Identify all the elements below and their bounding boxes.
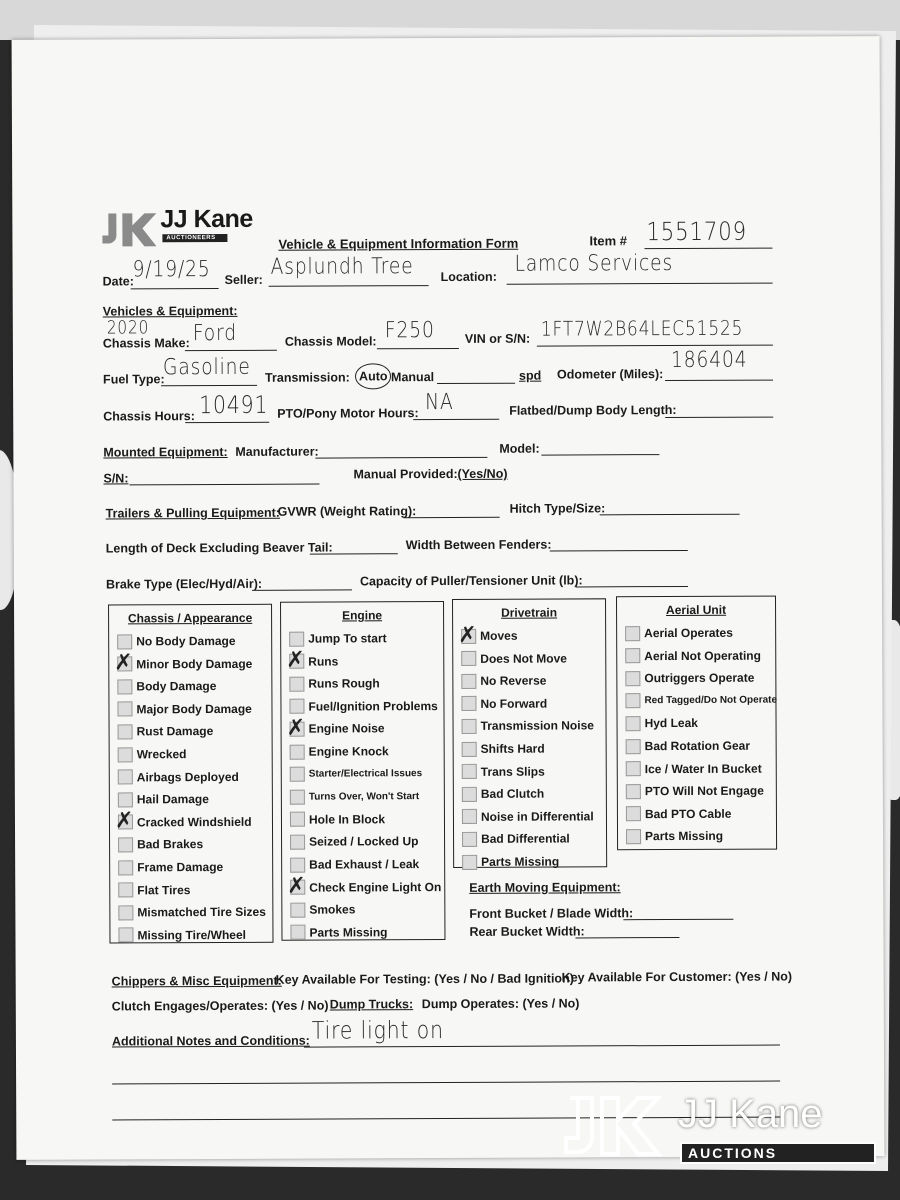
checkbox-label: Bad Clutch	[480, 786, 545, 802]
aerial-checkbox-row[interactable]	[626, 781, 764, 802]
location-underline	[507, 283, 773, 285]
checkbox[interactable]	[118, 815, 133, 830]
hitch-label: Hitch Type/Size:	[509, 501, 606, 516]
chassis-checkbox-row[interactable]	[117, 676, 216, 696]
aerial-checkbox-row[interactable]	[625, 668, 754, 689]
checkbox[interactable]	[118, 837, 133, 852]
chassis-checkbox-row[interactable]	[118, 834, 203, 854]
checkbox-label: Engine Knock	[308, 744, 389, 759]
logo-brand-text: JJ Kane	[160, 204, 253, 234]
model-underline	[377, 348, 459, 349]
chassis-checkbox-row[interactable]	[118, 925, 246, 946]
manual-provided-label: Manual Provided:	[353, 466, 458, 482]
chassis-checkbox-row[interactable]	[118, 744, 187, 764]
engine-checkbox-row[interactable]	[290, 854, 419, 875]
checkbox-label: Engine Noise	[308, 721, 385, 737]
gvwr-label: GVWR (Weight Rating):	[277, 504, 417, 519]
item-underline	[644, 248, 772, 250]
checkbox[interactable]	[290, 789, 305, 804]
drivetrain-checkbox-row[interactable]	[461, 626, 517, 646]
checkbox-label: Ice / Water In Bucket	[644, 761, 762, 776]
watermark-jk-icon	[560, 1092, 664, 1168]
key-testing-text: Key Available For Testing: (Yes / No / Bad Ignition)	[275, 971, 574, 987]
checkbox[interactable]	[289, 676, 304, 691]
deck-length-label: Length of Deck Excluding Beaver Tail:	[105, 540, 333, 556]
checkbox-label: Hail Damage	[136, 792, 209, 807]
checkbox[interactable]	[626, 739, 641, 754]
drivetrain-box	[452, 598, 607, 868]
checkbox[interactable]	[290, 722, 305, 737]
transmission-manual-option[interactable]: Manual	[391, 370, 435, 385]
chassis-checkbox-row[interactable]	[118, 812, 252, 833]
checkbox[interactable]	[462, 809, 477, 824]
checkbox-label: Bad Differential	[481, 831, 570, 847]
checkbox-label: Bad Brakes	[137, 837, 204, 852]
checkbox[interactable]	[117, 679, 132, 694]
checkbox[interactable]	[626, 761, 641, 776]
checkbox[interactable]	[626, 806, 641, 821]
jj-kane-logo	[98, 204, 278, 256]
notes-label: Additional Notes and Conditions:	[111, 1033, 310, 1049]
chassis-hours-value[interactable]: 10491	[199, 390, 269, 420]
date-value[interactable]: 9/19/25	[132, 257, 211, 283]
clutch-text: Clutch Engages/Operates: (Yes / No)	[111, 998, 329, 1014]
chassis-checkbox-row[interactable]	[118, 767, 239, 788]
vehicles-section-label: Vehicles & Equipment:	[102, 303, 238, 319]
capacity-underline	[576, 586, 688, 587]
chassis-checkbox-row[interactable]	[118, 857, 223, 877]
trailers-section-label: Trailers & Pulling Equipment:	[105, 505, 281, 521]
checkbox[interactable]	[626, 829, 641, 844]
pto-hours-label: PTO/Pony Motor Hours:	[277, 406, 419, 421]
checkbox-label: Rust Damage	[136, 724, 214, 739]
capacity-label: Capacity of Puller/Tensioner Unit (lb):	[359, 573, 583, 589]
drivetrain-checkbox-row[interactable]	[462, 739, 545, 759]
drivetrain-checkbox-row[interactable]	[462, 852, 559, 872]
drivetrain-checkbox-row[interactable]	[461, 671, 546, 691]
checkbox-label: Does Not Move	[480, 651, 567, 666]
checkbox[interactable]	[118, 724, 133, 739]
location-label: Location:	[440, 269, 497, 285]
checkbox-label: Body Damage	[136, 679, 217, 694]
sn-underline	[130, 484, 320, 486]
seller-value[interactable]: Asplundh Tree	[270, 254, 414, 280]
aerial-checkbox-row[interactable]	[625, 690, 777, 711]
earth-moving-section-label: Earth Moving Equipment:	[469, 880, 621, 895]
checkbox[interactable]	[462, 764, 477, 779]
engine-box	[280, 601, 445, 941]
deck-underline	[310, 553, 398, 554]
aerial-unit-title: Aerial Unit	[666, 602, 727, 618]
odometer-underline	[665, 380, 773, 381]
checkbox[interactable]	[626, 784, 641, 799]
checkbox[interactable]	[118, 747, 133, 762]
pto-underline	[413, 419, 499, 420]
engine-checkbox-row[interactable]	[289, 628, 387, 648]
chassis-checkbox-row[interactable]	[118, 902, 266, 923]
engine-checkbox-row[interactable]	[290, 764, 422, 785]
chassis-make-value[interactable]: Ford	[192, 320, 238, 347]
watermark-brand-text: JJ Kane	[678, 1092, 823, 1136]
pto-hours-value[interactable]: NA	[425, 389, 454, 416]
manufacturer-label: Manufacturer:	[235, 444, 319, 459]
engine-checkbox-row[interactable]	[290, 900, 355, 920]
checkbox[interactable]	[290, 767, 305, 782]
checkbox[interactable]	[118, 882, 133, 897]
aerial-checkbox-row[interactable]	[626, 758, 762, 779]
checkbox-label: Mismatched Tire Sizes	[137, 904, 266, 920]
checkbox-label: Aerial Operates	[644, 625, 733, 641]
checkbox[interactable]	[462, 832, 477, 847]
checkbox[interactable]	[117, 702, 132, 717]
logo-sub-text: AUCTIONEERS	[162, 234, 227, 242]
dump-operates-text: Dump Operates: (Yes / No)	[421, 996, 580, 1012]
checkbox-label: Frame Damage	[137, 859, 224, 875]
checkbox[interactable]	[117, 656, 132, 671]
transmission-label: Transmission:	[265, 370, 350, 385]
checkbox-label: Hole In Block	[308, 812, 386, 827]
checkbox-label: Minor Body Damage	[136, 656, 253, 671]
sn-label: S/N:	[103, 471, 129, 486]
flatbed-length-label: Flatbed/Dump Body Length:	[509, 403, 677, 418]
checkbox-label: Parts Missing	[481, 854, 560, 869]
checkbox-label: Trans Slips	[480, 764, 545, 779]
chassis-appearance-box	[108, 604, 273, 944]
checkbox-label: Airbags Deployed	[136, 769, 239, 784]
engine-checkbox-row[interactable]	[290, 741, 389, 761]
checkbox-label: Wrecked	[136, 747, 187, 762]
chassis-model-value[interactable]: F250	[384, 318, 435, 344]
checkbox[interactable]	[290, 835, 305, 850]
front-bucket-label: Front Bucket / Blade Width:	[469, 906, 634, 921]
location-value[interactable]: Lamco Services	[514, 251, 674, 277]
vehicle-year-value[interactable]: 2020	[106, 317, 150, 339]
checkbox[interactable]	[290, 925, 305, 940]
gvwr-underline	[404, 517, 500, 518]
checkbox-label: Fuel/Ignition Problems	[308, 698, 438, 714]
notes-line-2	[112, 1081, 780, 1085]
drivetrain-checkbox-row[interactable]	[461, 693, 547, 713]
notes-line-1	[304, 1045, 780, 1048]
checkbox[interactable]	[461, 628, 476, 643]
chassis-model-label: Chassis Model:	[284, 334, 377, 349]
information-form-sheet	[12, 36, 885, 1160]
checkbox-label: Runs Rough	[308, 676, 380, 691]
checkbox[interactable]	[461, 696, 476, 711]
hours-underline	[185, 422, 269, 423]
checkbox-label: Check Engine Light On	[309, 879, 442, 895]
drivetrain-checkbox-row[interactable]	[461, 648, 567, 668]
checkbox[interactable]	[462, 787, 477, 802]
checkbox-label: Major Body Damage	[136, 701, 252, 717]
vin-underline	[537, 345, 773, 347]
checkbox[interactable]	[118, 928, 133, 943]
drivetrain-title: Drivetrain	[501, 605, 558, 620]
make-underline	[185, 350, 277, 351]
engine-checkbox-row[interactable]	[289, 651, 338, 671]
item-label: Item #	[589, 233, 628, 249]
checkbox-label: Noise in Differential	[480, 809, 594, 824]
vin-value[interactable]: 1FT7W2B64LEC51525	[540, 315, 744, 341]
fenders-label: Width Between Fenders:	[405, 537, 552, 553]
checkbox[interactable]	[118, 792, 133, 807]
chassis-checkbox-row[interactable]	[117, 653, 252, 674]
drivetrain-checkbox-row[interactable]	[462, 829, 570, 849]
fuel-type-value[interactable]: Gasoline	[162, 354, 251, 381]
hitch-underline	[600, 514, 740, 516]
checkbox-label: Parts Missing	[309, 925, 388, 940]
engine-checkbox-row[interactable]	[290, 922, 387, 942]
checkbox-label: Aerial Not Operating	[644, 648, 761, 663]
aerial-checkbox-row[interactable]	[625, 645, 761, 666]
brake-type-label: Brake Type (Elec/Hyd/Air):	[105, 576, 263, 592]
odometer-label: Odometer (Miles):	[556, 367, 664, 382]
chassis-appearance-title: Chassis / Appearance	[127, 610, 253, 626]
engine-checkbox-row[interactable]	[290, 832, 418, 853]
date-underline	[131, 288, 219, 289]
checkbox[interactable]	[461, 674, 476, 689]
checkbox[interactable]	[290, 744, 305, 759]
key-customer-text: Key Available For Customer: (Yes / No)	[561, 969, 793, 985]
spd-underline	[437, 383, 515, 384]
chassis-checkbox-row[interactable]	[117, 631, 235, 652]
rear-bucket-label: Rear Bucket Width:	[469, 924, 585, 939]
date-label: Date:	[102, 274, 134, 289]
mounted-model-label: Model:	[499, 441, 540, 456]
checkbox[interactable]	[289, 654, 304, 669]
checkbox-label: No Reverse	[480, 673, 547, 689]
checkbox-label: Bad Exhaust / Leak	[309, 857, 420, 872]
checkbox[interactable]	[625, 671, 640, 686]
checkbox-label: Turns Over, Won't Start	[308, 790, 420, 803]
engine-checkbox-row[interactable]	[290, 877, 441, 898]
checkbox-label: Parts Missing	[645, 829, 724, 844]
engine-checkbox-row[interactable]	[290, 786, 419, 807]
engine-checkbox-row[interactable]	[289, 673, 379, 693]
drivetrain-checkbox-row[interactable]	[462, 716, 594, 737]
checkbox-label: Cracked Windshield	[136, 814, 252, 830]
manufacturer-underline	[315, 457, 487, 459]
chassis-checkbox-row[interactable]	[118, 721, 214, 741]
aerial-checkbox-row[interactable]	[626, 713, 698, 733]
rear-bucket-underline	[575, 937, 679, 938]
checkbox-label: Red Tagged/Do Not Operate	[644, 694, 778, 707]
checkbox-label: Shifts Hard	[480, 741, 545, 756]
checkbox[interactable]	[290, 880, 305, 895]
checkbox-label: Transmission Noise	[480, 718, 594, 734]
manual-provided-options[interactable]: (Yes/No)	[457, 466, 508, 481]
checkbox-label: Missing Tire/Wheel	[137, 927, 246, 943]
checkbox[interactable]	[290, 812, 305, 827]
checkbox[interactable]	[118, 769, 133, 784]
checkbox-label: No Forward	[480, 696, 548, 711]
mounted-model-underline	[541, 454, 659, 456]
chassis-make-label: Chassis Make:	[102, 336, 190, 351]
checkbox-label: Outriggers Operate	[644, 670, 755, 686]
fenders-underline	[550, 550, 688, 552]
checkbox[interactable]	[462, 719, 477, 734]
form-title: Vehicle & Equipment Information Form	[278, 235, 519, 252]
checkbox-label: Bad Rotation Gear	[644, 738, 751, 754]
front-bucket-underline	[623, 919, 733, 920]
transmission-auto-option[interactable]: Auto	[355, 363, 392, 389]
checkbox[interactable]	[289, 699, 304, 714]
engine-checkbox-row[interactable]	[289, 696, 437, 717]
dump-trucks-label: Dump Trucks:	[329, 997, 414, 1012]
spd-label: spd	[519, 368, 542, 383]
aerial-checkbox-row[interactable]	[626, 826, 723, 846]
checkbox-label: Moves	[480, 628, 518, 643]
engine-checkbox-row[interactable]	[290, 719, 385, 739]
engine-checkbox-row[interactable]	[290, 809, 385, 829]
flatbed-underline	[665, 417, 773, 418]
jj-kane-watermark	[560, 1092, 880, 1172]
fuel-type-label: Fuel Type:	[103, 372, 165, 387]
jk-logo-icon	[98, 207, 158, 251]
seller-underline	[269, 285, 429, 287]
drivetrain-checkbox-row[interactable]	[462, 761, 545, 781]
drivetrain-checkbox-row[interactable]	[462, 784, 544, 804]
checkbox[interactable]	[461, 651, 476, 666]
checkbox[interactable]	[626, 716, 641, 731]
aerial-checkbox-row[interactable]	[626, 804, 732, 824]
checkbox-label: Seized / Locked Up	[309, 834, 419, 849]
checkbox-label: Smokes	[309, 902, 356, 917]
checkbox-label: Jump To start	[308, 631, 387, 646]
checkbox[interactable]	[625, 648, 640, 663]
checkbox[interactable]	[462, 854, 477, 869]
chippers-section-label: Chippers & Misc Equipment:	[111, 973, 282, 989]
odometer-value[interactable]: 186404	[670, 347, 748, 374]
chassis-checkbox-row[interactable]	[117, 699, 251, 720]
fuel-underline	[161, 385, 257, 386]
drivetrain-checkbox-row[interactable]	[462, 806, 594, 827]
checkbox-label: Flat Tires	[137, 882, 191, 897]
checkbox[interactable]	[117, 634, 132, 649]
aerial-unit-box	[616, 596, 777, 851]
checkbox-label: Starter/Electrical Issues	[308, 768, 423, 780]
watermark-sub-text: AUCTIONS	[680, 1142, 876, 1164]
checkbox[interactable]	[289, 631, 304, 646]
checkbox-label: Bad PTO Cable	[644, 806, 732, 821]
chassis-hours-label: Chassis Hours:	[103, 409, 195, 424]
checkbox[interactable]	[625, 626, 640, 641]
checkbox-label: Runs	[308, 654, 339, 669]
checkbox[interactable]	[118, 905, 133, 920]
checkbox[interactable]	[118, 860, 133, 875]
chassis-checkbox-row[interactable]	[118, 789, 209, 809]
notes-value[interactable]: Tire light on	[311, 1016, 444, 1045]
checkbox[interactable]	[290, 857, 305, 872]
checkbox[interactable]	[290, 902, 305, 917]
mounted-section-label: Mounted Equipment:	[103, 444, 228, 460]
brake-underline	[252, 589, 352, 590]
checkbox-label: Hyd Leak	[644, 716, 698, 731]
engine-title: Engine	[342, 608, 383, 623]
checkbox[interactable]	[462, 741, 477, 756]
chassis-checkbox-row[interactable]	[118, 880, 190, 900]
checkbox[interactable]	[625, 693, 640, 708]
item-number-value[interactable]: 1551709	[646, 216, 748, 247]
checkbox-label: No Body Damage	[136, 633, 236, 649]
checkbox-label: PTO Will Not Engage	[644, 783, 764, 799]
vin-label: VIN or S/N:	[464, 331, 531, 346]
aerial-checkbox-row[interactable]	[625, 623, 733, 643]
aerial-checkbox-row[interactable]	[626, 736, 750, 757]
seller-label: Seller:	[224, 272, 263, 287]
